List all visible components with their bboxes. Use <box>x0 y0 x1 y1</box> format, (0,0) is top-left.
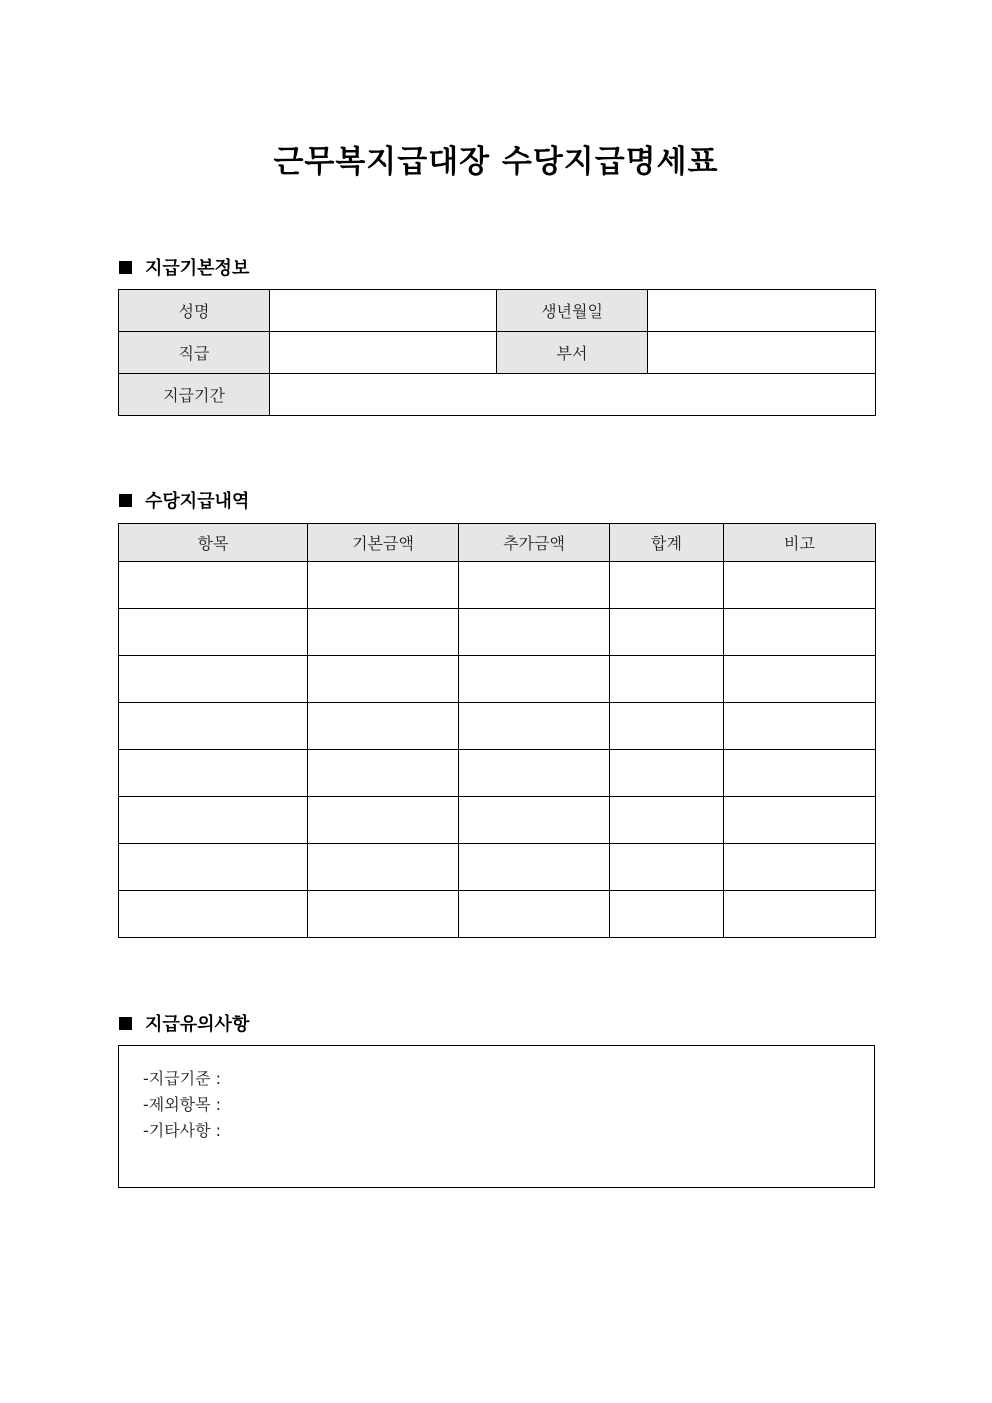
name-field[interactable] <box>270 290 497 332</box>
department-label: 부서 <box>497 332 648 374</box>
table-cell[interactable] <box>308 562 459 609</box>
section-heading-pay-details <box>119 487 249 513</box>
table-row <box>119 609 876 656</box>
department-field[interactable] <box>648 332 876 374</box>
table-cell[interactable] <box>119 609 308 656</box>
table-cell[interactable] <box>308 609 459 656</box>
table-cell[interactable] <box>119 562 308 609</box>
table-cell[interactable] <box>610 562 724 609</box>
table-row <box>119 374 876 416</box>
table-cell[interactable] <box>724 609 876 656</box>
table-cell[interactable] <box>459 562 610 609</box>
table-cell[interactable] <box>459 703 610 750</box>
table-cell[interactable] <box>459 609 610 656</box>
table-cell[interactable] <box>610 656 724 703</box>
table-cell[interactable] <box>724 703 876 750</box>
birth-label: 생년월일 <box>497 290 648 332</box>
table-cell[interactable] <box>610 891 724 938</box>
section-heading-notes <box>119 1010 249 1036</box>
table-cell[interactable] <box>119 891 308 938</box>
column-header-extra-amount: 추가금액 <box>459 524 610 562</box>
table-row <box>119 797 876 844</box>
square-bullet-icon <box>119 1017 132 1030</box>
note-line-other: -기타사항 : <box>143 1121 222 1140</box>
table-cell[interactable] <box>724 656 876 703</box>
section-heading-text: 수당지급내역 <box>145 491 250 512</box>
column-header-base-amount: 기본금액 <box>308 524 459 562</box>
table-cell[interactable] <box>308 891 459 938</box>
table-row <box>119 332 876 374</box>
table-cell[interactable] <box>119 703 308 750</box>
table-cell[interactable] <box>119 797 308 844</box>
basic-info-table <box>118 289 876 416</box>
period-field[interactable] <box>270 374 876 416</box>
table-row <box>119 844 876 891</box>
table-cell[interactable] <box>119 656 308 703</box>
section-heading-text: 지급기본정보 <box>145 258 250 279</box>
document-title: 근무복지급대장 수당지급명세표 <box>273 144 719 180</box>
table-cell[interactable] <box>308 703 459 750</box>
column-header-remarks: 비고 <box>724 524 876 562</box>
square-bullet-icon <box>119 494 132 507</box>
column-header-item: 항목 <box>119 524 308 562</box>
table-cell[interactable] <box>119 844 308 891</box>
period-label: 지급기간 <box>119 374 270 416</box>
table-cell[interactable] <box>308 750 459 797</box>
table-cell[interactable] <box>119 750 308 797</box>
table-cell[interactable] <box>610 703 724 750</box>
table-cell[interactable] <box>459 750 610 797</box>
table-cell[interactable] <box>724 750 876 797</box>
notes-box[interactable] <box>118 1045 875 1188</box>
table-cell[interactable] <box>610 797 724 844</box>
note-line-exclusions: -제외항목 : <box>143 1095 222 1114</box>
table-cell[interactable] <box>308 844 459 891</box>
table-cell[interactable] <box>308 656 459 703</box>
table-row <box>119 656 876 703</box>
table-cell[interactable] <box>459 844 610 891</box>
table-row <box>119 891 876 938</box>
table-row <box>119 562 876 609</box>
table-cell[interactable] <box>724 797 876 844</box>
name-label: 성명 <box>119 290 270 332</box>
pay-details-table <box>118 523 876 938</box>
table-row <box>119 703 876 750</box>
section-heading-basic-info <box>119 254 249 280</box>
table-cell[interactable] <box>459 891 610 938</box>
table-cell[interactable] <box>459 656 610 703</box>
section-heading-text: 지급유의사항 <box>145 1014 250 1035</box>
rank-field[interactable] <box>270 332 497 374</box>
column-header-total: 합계 <box>610 524 724 562</box>
square-bullet-icon <box>119 261 132 274</box>
rank-label: 직급 <box>119 332 270 374</box>
table-row <box>119 750 876 797</box>
table-cell[interactable] <box>610 609 724 656</box>
table-cell[interactable] <box>724 844 876 891</box>
table-cell[interactable] <box>308 797 459 844</box>
table-cell[interactable] <box>610 750 724 797</box>
table-header-row <box>119 524 876 562</box>
birth-field[interactable] <box>648 290 876 332</box>
table-cell[interactable] <box>724 891 876 938</box>
note-line-criteria: -지급기준 : <box>143 1069 222 1088</box>
table-cell[interactable] <box>724 562 876 609</box>
table-row <box>119 290 876 332</box>
table-cell[interactable] <box>610 844 724 891</box>
table-cell[interactable] <box>459 797 610 844</box>
